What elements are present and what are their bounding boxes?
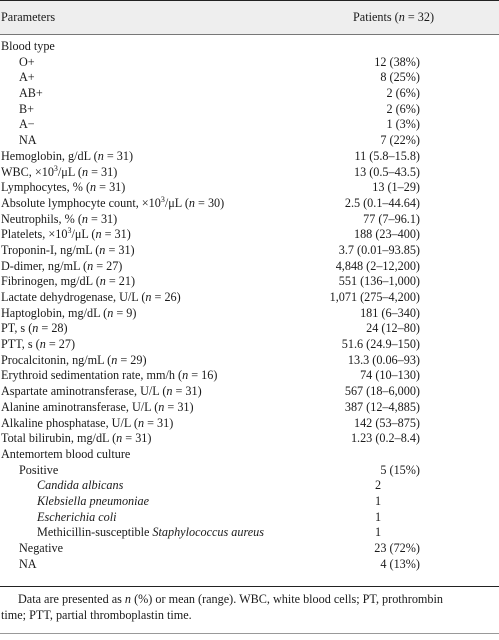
row-label: Procalcitonin, ng/mL (n = 29) [1,352,147,367]
row-label: AB+ [19,86,43,101]
row-value: 12 (38%) [374,54,420,69]
row-value: 3.7 (0.01–93.85) [338,242,420,257]
row-value: 13.3 (0.06–93) [347,352,420,367]
row-label: Platelets, $\times 10^3/\mu L$ (n = 31) [1,226,131,242]
table-row [0,196,499,212]
table-row [0,557,499,573]
bottom-rule [0,586,499,587]
table-row [0,55,499,71]
table-row [0,541,499,557]
row-label: A− [19,117,35,132]
row-label: Candida albicans [37,478,124,493]
row-label: Hemoglobin, g/dL (n = 31) [1,148,134,163]
table-row [0,321,499,337]
table-row [0,117,499,133]
row-label: Positive [19,462,59,477]
table-row [0,447,499,463]
row-value: 5 (15%) [380,462,420,477]
table-row [0,368,499,384]
row-label: Neutrophils, % (n = 31) [1,211,118,226]
table-row [0,70,499,86]
row-value: 51.6 (24.9–150) [341,337,420,352]
header-patients: Patients (n = 32) [353,10,435,24]
table-header [0,1,499,34]
row-label: WBC, $\times 10^3/\mu L$ (n = 31) [1,163,118,179]
row-value: 24 (12–80) [366,321,420,336]
row-value: 181 (6–340) [360,305,420,320]
table-footnote [1,592,499,623]
table-row [0,165,499,181]
table-row [0,384,499,400]
table-row [0,478,499,494]
row-value: 23 (72%) [374,541,420,555]
end-rule [0,633,499,634]
row-label: Negative [19,541,63,555]
row-value: 2.5 (0.1–44.64) [344,195,420,210]
row-label: Blood type [1,39,55,53]
row-label: Methicillin-susceptible Staphylococcus aureus [37,525,265,540]
table-row [0,400,499,416]
row-value: 2 (6%) [386,101,420,116]
table-row [0,243,499,259]
row-label: NA [19,556,37,571]
row-label: Escherichia coli [37,509,117,524]
row-value: 142 (53–875) [353,415,420,430]
row-label: A+ [19,70,35,85]
table-row [0,463,499,479]
row-value: 4 (13%) [380,556,420,571]
row-label: B+ [19,101,35,116]
table-row [0,259,499,275]
row-value: 188 (23–400) [353,227,420,242]
table-body [0,39,499,572]
row-label: Klebsiella pneumoniae [37,493,150,508]
row-value: 13 (1–29) [372,180,420,195]
header-parameters: Parameters [1,10,56,24]
table-row [0,431,499,447]
table-row [0,227,499,243]
row-label: Alanine aminotransferase, U/L (n = 31) [1,399,194,414]
row-value: 11 (5.8–15.8) [354,148,420,163]
table-row [0,274,499,290]
row-value: 2 (6%) [386,86,420,101]
table-row [0,337,499,353]
row-label: Absolute lymphocyte count, $\times 10^3/\mu L$ (n = 30) [1,194,225,210]
table-row [0,39,499,55]
row-value: 7 (22%) [380,133,420,148]
row-value: 1 [375,509,382,524]
row-value: 77 (7–96.1) [363,211,420,226]
row-value: 387 (12–4,885) [344,399,420,414]
row-value: 551 (136–1,000) [338,274,420,289]
row-label: PTT, s (n = 27) [1,337,76,352]
footnote-line-1: Data are presented as n (%) or mean (range). WBC, white blood cells; PT, prothrombin [18,592,443,606]
row-label: D-dimer, ng/mL (n = 27) [1,258,123,273]
header-rule [0,34,499,35]
row-value: 1 [375,525,382,540]
table-row [0,212,499,228]
row-label: Antemortem blood culture [1,446,131,461]
table-row [0,102,499,118]
row-label: PT, s (n = 28) [1,321,68,336]
table-row [0,290,499,306]
row-value: 1 (3%) [386,117,420,132]
row-label: Lactate dehydrogenase, U/L (n = 26) [1,290,181,304]
table-row [0,86,499,102]
row-label: Total bilirubin, mg/dL (n = 31) [1,431,152,446]
table-row [0,525,499,541]
row-value: 74 (10–130) [360,368,420,383]
row-label: Lymphocytes, % (n = 31) [1,180,126,195]
row-label: Troponin-I, ng/mL (n = 31) [1,242,135,257]
table-row [0,306,499,322]
row-value: 8 (25%) [380,70,420,85]
row-value: 4,848 (2–12,200) [335,258,420,273]
row-label: O+ [19,54,35,69]
row-value: 2 [375,478,382,493]
table-row [0,149,499,165]
table-row [0,180,499,196]
row-value: 1 [375,493,382,508]
row-label: Erythroid sedimentation rate, mm/h (n = 16) [1,368,218,383]
row-value: 1.23 (0.2–8.4) [350,431,420,446]
row-value: 567 (18–6,000) [344,384,420,399]
table-row [0,416,499,432]
table-row [0,494,499,510]
row-label: Haptoglobin, mg/dL (n = 9) [1,305,137,320]
row-value: 1,071 (275–4,200) [329,290,420,304]
row-value: 13 (0.5–43.5) [353,164,420,179]
row-label: Alkaline phosphatase, U/L (n = 31) [1,415,174,430]
table-row [0,510,499,526]
row-label: Fibrinogen, mg/dL (n = 21) [1,274,136,289]
table-row [0,133,499,149]
row-label: Aspartate aminotransferase, U/L (n = 31) [1,384,202,399]
table-row [0,353,499,369]
row-label: NA [19,133,37,148]
footnote-line-2: time; PTT, partial thromboplastin time. [1,607,192,622]
